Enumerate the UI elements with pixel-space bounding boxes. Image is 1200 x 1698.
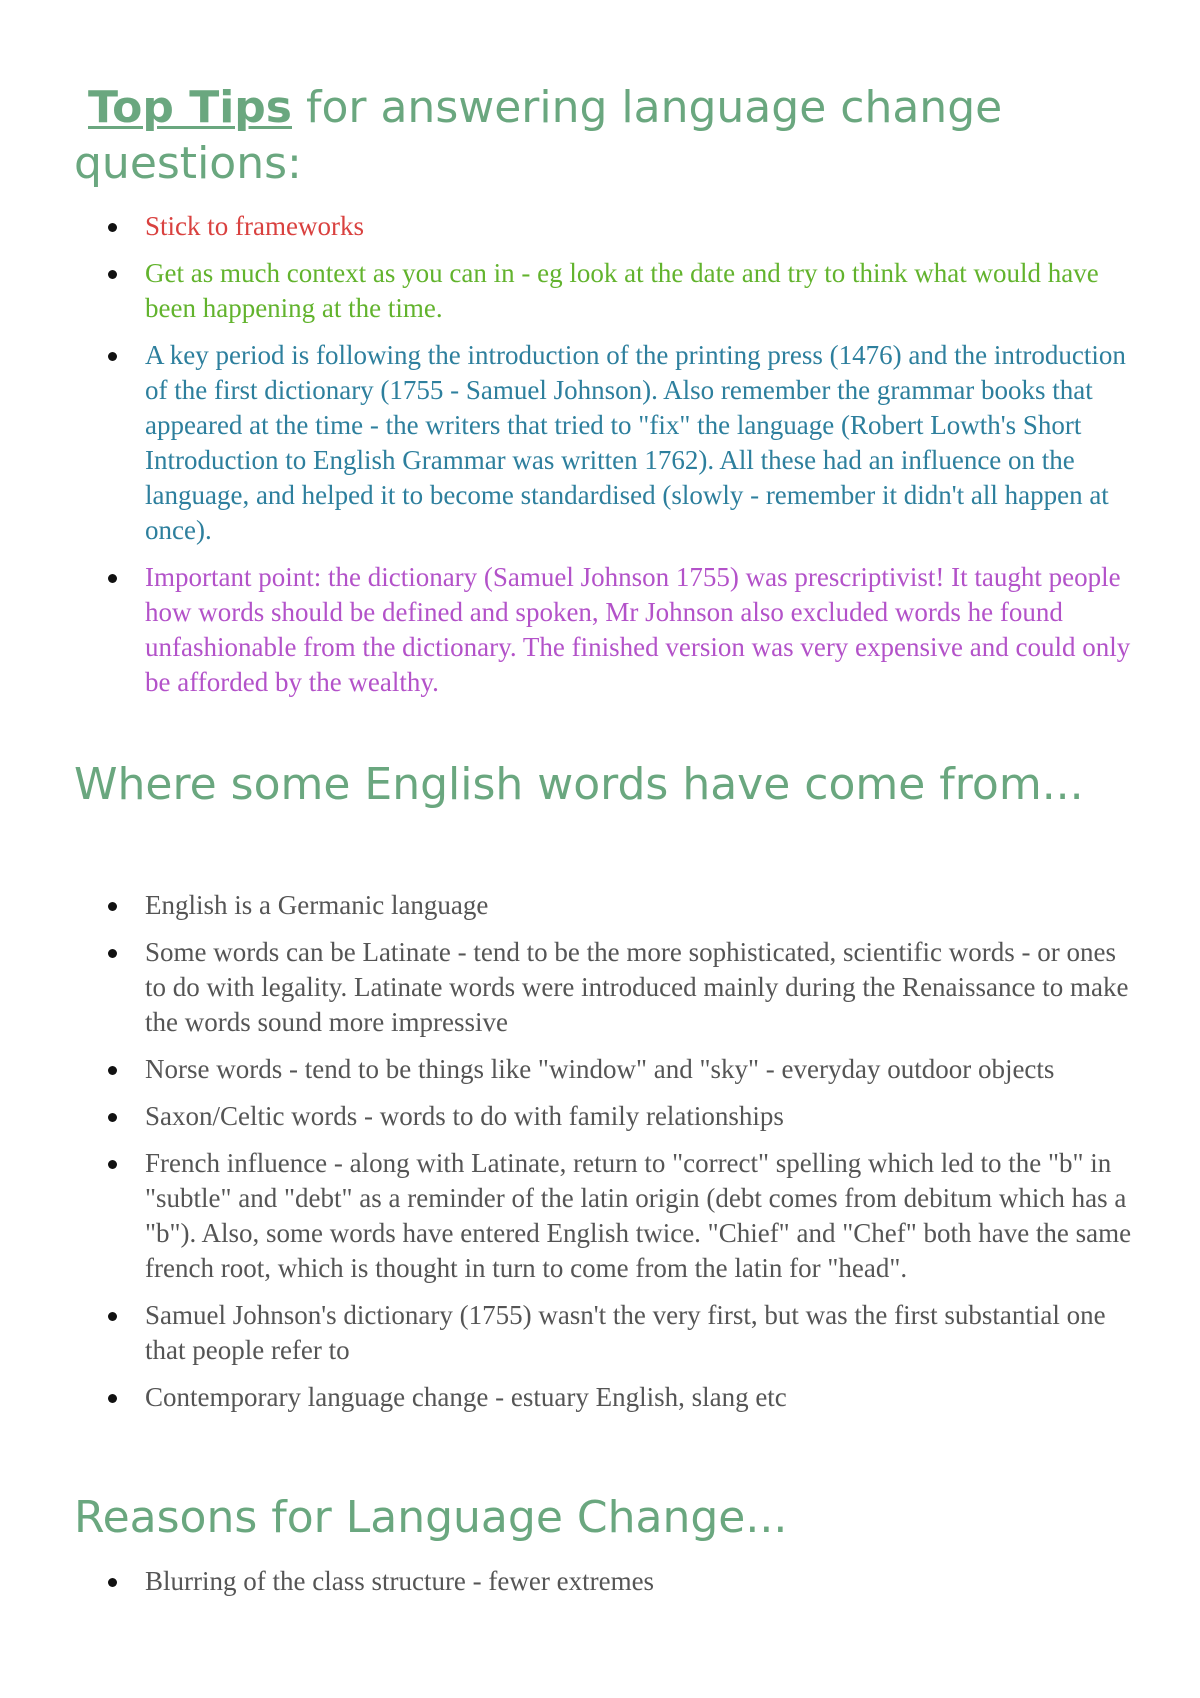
list-item: French influence - along with Latinate, return to "correct" spelling which led to the "b" in "subtle" and "debt" as a reminder of the latin origin (debt comes from debitum which has a "b"). Also, some words have entered English twice. "Chief" and "Chef" both have the same french root, which is thought in turn to come from the latin for "head". (0, 1146, 1200, 1286)
origins-heading: Where some English words have come from... (74, 759, 1084, 810)
list-item: Get as much context as you can in - eg look at the date and try to think what would have been happening at the time. (0, 256, 1200, 326)
bullet-icon (108, 223, 117, 232)
list-item: Samuel Johnson's dictionary (1755) wasn't the very first, but was the first substantial one that people refer to (0, 1298, 1200, 1368)
list-item: Norse words - tend to be things like "window" and "sky" - everyday outdoor objects (0, 1052, 1200, 1087)
top-tips-list (0, 209, 1200, 712)
top-tips-heading (74, 80, 1134, 192)
bullet-icon (108, 1160, 117, 1169)
bullet-icon (108, 902, 117, 911)
list-item: A key period is following the introduction of the printing press (1476) and the introduction of the first dictionary (1755 - Samuel Johnson). Also remember the grammar books that appeared at the time - the writers that tried to "fix" the language (Robert Lowth's Short Introduction to English Grammar was written 1762). All these had an influence on the language, and helped it to become standardised (slowly - remember it didn't all happen at once). (0, 338, 1200, 548)
top-tips-heading-rest: for answering language change questions: (74, 82, 1003, 189)
list-item: Saxon/Celtic words - words to do with family relationships (0, 1099, 1200, 1134)
bullet-icon (108, 1066, 117, 1075)
bullet-icon (108, 1394, 117, 1403)
top-tips-heading-bold: Top Tips (88, 82, 292, 133)
reasons-list (0, 1564, 1200, 1611)
bullet-icon (108, 270, 117, 279)
bullet-icon (108, 1578, 117, 1587)
bullet-icon (108, 1312, 117, 1321)
bullet-icon (108, 352, 117, 361)
list-item: Blurring of the class structure - fewer extremes (0, 1564, 1200, 1599)
bullet-icon (108, 574, 117, 583)
list-item: Contemporary language change - estuary English, slang etc (0, 1380, 1200, 1415)
list-item: Stick to frameworks (0, 209, 1200, 244)
origins-list (0, 888, 1200, 1427)
bullet-icon (108, 949, 117, 958)
list-item: Some words can be Latinate - tend to be the more sophisticated, scientific words - or ones to do with legality. Latinate words were introduced mainly during the Renaissance to make the words sound more impressive (0, 935, 1200, 1040)
reasons-heading: Reasons for Language Change... (74, 1492, 788, 1543)
bullet-icon (108, 1113, 117, 1122)
list-item: English is a Germanic language (0, 888, 1200, 923)
list-item: Important point: the dictionary (Samuel Johnson 1755) was prescriptivist! It taught people how words should be defined and spoken, Mr Johnson also excluded words he found unfashionable from the dictionary. The finished version was very expensive and could only be afforded by the wealthy. (0, 560, 1200, 700)
